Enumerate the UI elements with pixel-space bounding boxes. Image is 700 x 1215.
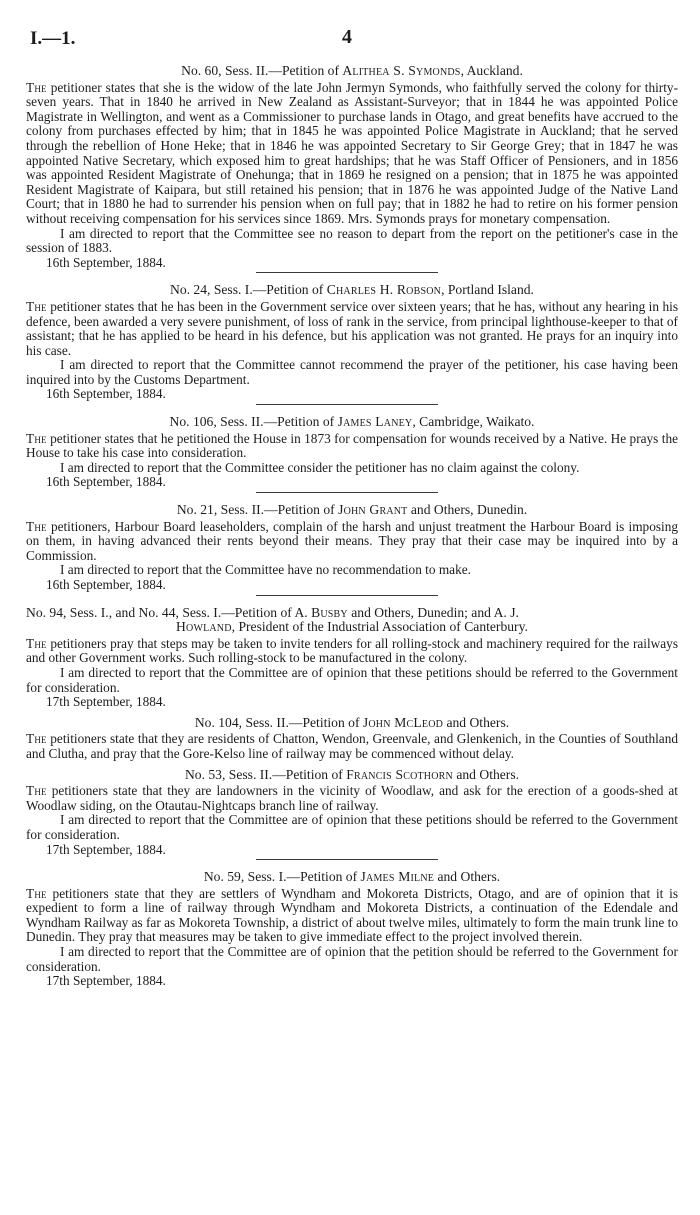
page-number: 4 xyxy=(342,26,352,48)
petition-statement: The petitioners state that they are settlers of Wyndham and Mokoreta Districts, Otago, and are of opinion that it is expedient to form a line of railway through Wyndham and Mokoreta Districts, a continuation of the Edendale and Wyndham Railway as far as Mokoreta Township, a district of about twelve miles, ultimately to form the main trunk line to Dunedin. They pray that measures may be taken to give immediate effect to the project involved therein. xyxy=(26,885,679,945)
petition-statement: The petitioner states that she is the widow of the late John Jermyn Symonds, who faithfully served the colony for thirty-seven years. That in 1840 he arrived in New Zealand as Assistant-Surveyor; that in 1844 he was appointed Police Magistrate in Wellington, and went as a Commissioner to purchase lands in Otago, and great benefits have accrued to the colony from purchases effected by him; that in 1845 he was appointed Police Magistrate in Auckland; that he served through the rebellion of Hone Heke; that in 1846 he was appointed Secretary to Sir George Grey; that in 1847 he was appointed Native Secretary, which exposed him to great hardships; that he was Staff Officer of Pensioners, and in 1856 was appointed Resident Magistrate of Onehunga; that in 1869 he resigned on a pension; that in 1875 he was appointed Resident Magistrate of Kaipara, but still retained his pension; that in 1876 he was appointed Judge of the Native Land Court; that in 1880 he had to surrender his pension when on full pay; that in 1882 he had to retire on his former pension without receiving compensation for his services since 1869. Mrs. Symonds prays for monetary compensation. xyxy=(26,79,678,226)
committee-report: I am directed to report that the Committee consider the petitioner has no claim against the colony. xyxy=(60,459,580,475)
petitioner-name: Charles H. Robson xyxy=(326,282,442,298)
petition-title: No. 53, Sess. II.—Petition of Francis Scothorn and Others. xyxy=(184,766,520,782)
petition-statement: The petitioner states that he petitioned the House in 1873 for compensation for wounds received by a Native. He prays the House to take his case into consideration. xyxy=(26,430,678,461)
section-divider xyxy=(256,492,438,493)
committee-report: I am directed to report that the Committee are of opinion that these petitions should be referred to the Government for consideration. xyxy=(26,664,678,695)
petition-entry xyxy=(26,606,678,716)
petitioner-name: John Grant xyxy=(338,502,408,518)
report-date: 16th September, 1884. xyxy=(46,577,166,592)
petition-statement: The petitioners pray that steps may be taken to invite tenders for all rolling-stock and machinery required for the railways and other Government works. Such rolling-stock to be manufactured in the colony. xyxy=(26,635,678,666)
petitioner-name: James Laney xyxy=(337,414,413,430)
petitioner-name: John McLeod xyxy=(362,714,444,730)
petitioner-name: Busby xyxy=(311,604,348,620)
report-date: 16th September, 1884. xyxy=(46,386,166,402)
petitioner-name: James Milne xyxy=(360,869,435,885)
petitioner-name: Francis Scothorn xyxy=(346,766,453,782)
petitioner-name: Howland xyxy=(176,619,232,635)
report-date: 17th September, 1884. xyxy=(46,694,166,710)
petition-title: No. 21, Sess. II.—Petition of John Grant and Others, Dunedin. xyxy=(176,502,528,518)
document-reference: I.—1. xyxy=(30,28,76,49)
report-date: 16th September, 1884. xyxy=(46,254,166,270)
committee-report: I am directed to report that the Committee cannot recommend the prayer of the petitioner, his case having been inquired into by the Customs Department. xyxy=(26,357,678,387)
petition-entry xyxy=(26,415,678,493)
petition-entry xyxy=(26,64,678,273)
petition-title: No. 104, Sess. II.—Petition of John McLeod and Others. xyxy=(194,714,510,730)
section-divider xyxy=(256,595,438,596)
petition-title: No. 24, Sess. I.—Petition of Charles H. Robson, Portland Island. xyxy=(170,282,534,298)
section-divider xyxy=(256,859,438,860)
committee-report: I am directed to report that the Committee have no recommendation to make. xyxy=(60,562,471,578)
report-date: 16th September, 1884. xyxy=(46,474,166,490)
petition-statement: The petitioners, Harbour Board leaseholders, complain of the harsh and unjust treatment the Harbour Board is imposing on them, in having advanced their rents beyond their means. They pray that their case may be inquired into by a Commission. xyxy=(26,518,679,563)
petition-entry xyxy=(26,768,678,861)
petition-entry xyxy=(26,283,678,405)
report-date: 17th September, 1884. xyxy=(46,841,166,857)
petition-title: No. 94, Sess. I., and No. 44, Sess. I.—Petition of A. Busby and Others, Dunedin; and A. J. Howland, President of the Industrial Association of Canterbury. xyxy=(26,604,528,635)
petition-entry xyxy=(26,870,678,989)
petition-statement: The petitioners state that they are residents of Chatton, Wendon, Greenvale, and Glenkenich, in the Counties of Southland and Clutha, and pray that the Gore-Kelso line of railway may be commenced without delay. xyxy=(26,731,678,761)
committee-report: I am directed to report that the Committee see no reason to depart from the report on the petitioner's case in the session of 1883. xyxy=(26,225,678,256)
committee-report: I am directed to report that the Committee are of opinion that the petition should be referred to the Government for consideration. xyxy=(26,944,678,974)
section-divider xyxy=(256,272,438,273)
petition-statement: The petitioners state that they are landowners in the vicinity of Woodlaw, and ask for the erection of a goods-shed at Woodlaw siding, on the Otautau-Nightcaps branch line of railway. xyxy=(26,783,678,813)
petition-entry xyxy=(26,503,678,596)
petition-title: No. 59, Sess. I.—Petition of James Milne and Others. xyxy=(203,869,501,885)
petitions-list xyxy=(26,64,678,989)
petition-title: No. 106, Sess. II.—Petition of James Laney, Cambridge, Waikato. xyxy=(169,414,535,430)
report-date: 17th September, 1884. xyxy=(46,973,166,989)
page-header xyxy=(30,28,670,52)
section-divider xyxy=(256,404,438,405)
committee-report: I am directed to report that the Committee are of opinion that these petitions should be referred to the Government for consideration. xyxy=(26,812,678,842)
petitioner-name: Alithea S. Symonds xyxy=(342,63,461,78)
petition-statement: The petitioner states that he has been in the Government service over sixteen years; that he has, without any hearing in his defence, been awarded a very severe punishment, of loss of rank in the service, from principal lighthouse-keeper to that of assistant; that he has applied to be heard in his defence, but his application was not granted. He prays for an inquiry into his case. xyxy=(26,298,679,358)
petition-title: No. 60, Sess. II.—Petition of Alithea S. Symonds, Auckland. xyxy=(181,63,523,78)
petition-entry xyxy=(26,716,678,768)
